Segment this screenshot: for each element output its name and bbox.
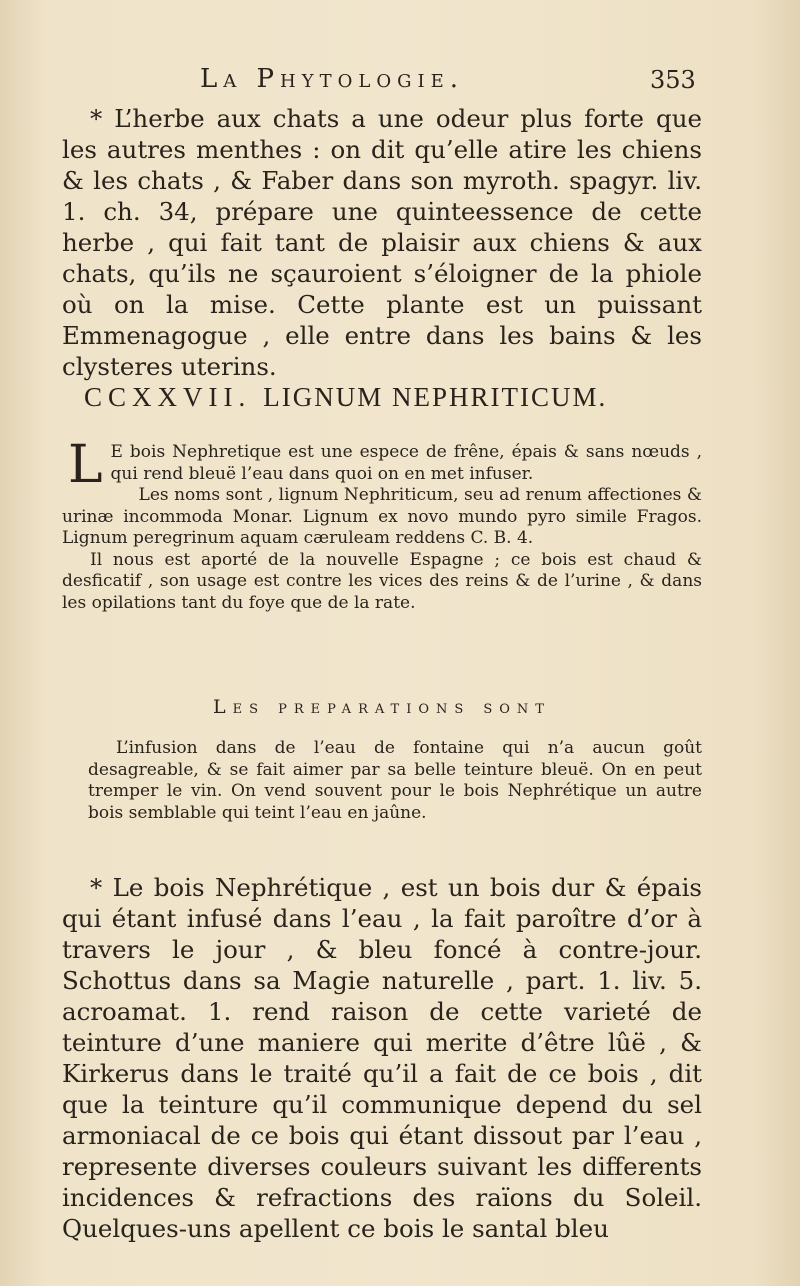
herbe-aux-chats-note	[62, 103, 702, 382]
running-title: La Phytologie.	[200, 64, 464, 94]
page-header	[62, 60, 702, 104]
definition-text: E bois Nephretique est une espece de frêne, épais & sans nœuds , qui rend bleuë l’eau dans quoi on en met infuser.	[110, 442, 702, 484]
infusion-paragraph: L’infusion dans de l’eau de fontaine qui n’a aucun goût desagreable, & se fait aimer par sa belle teinture bleuë. On en peut tremper le vin. On vend souvent pour le bois Nephrétique un autre bois semblable qui teint l’eau en jaûne.	[88, 738, 702, 823]
names-paragraph: Les noms sont , lignum Nephriticum, seu ad renum affectiones & urinæ incommoda Monar. Lignum ex novo mundo pyro simile Fragos. Lignum peregrinum aquam cæruleam reddens C. B. 4.	[62, 485, 702, 548]
drop-cap: L	[68, 435, 103, 495]
preparations-text	[62, 738, 702, 824]
note-paragraph-2: * Le bois Nephrétique , est un bois dur & épais qui étant infusé dans l’eau , la fait paroître d’or à travers le jour , & bleu foncé à contre-jour. Schottus dans sa Magie naturelle , part. 1. liv. 5. acroamat. 1. rend raison de cette varieté de teinture d’une maniere qui merite d’être lûë , & Kirkerus dans le traité qu’il a fait de ce bois , dit que la teinture qu’il communique depend du sel armoniacal de ce bois qui étant dissout par l’eau , represente diverses couleurs suivant les differents incidences & refractions des raïons du Soleil. Quelques-uns apellent ce bois le santal bleu	[62, 873, 702, 1243]
preparations-heading: Les preparations sont	[213, 696, 551, 718]
lignum-entry	[62, 435, 702, 614]
note-paragraph: * L’herbe aux chats a une odeur plus forte que les autres menthes : on dit qu’elle atire les chiens & les chats , & Faber dans son myroth. spagyr. liv. 1. ch. 34, prépare une quinteessence de cette herbe , qui fait tant de plaisir aux chiens & aux chats, qu’ils ne sçauroient s’éloigner de la phiole où on la mise. Cette plante est un puissant Emmenagogue , elle entre dans les bains & les clysteres uterins.	[62, 104, 702, 381]
bois-nephretique-note	[62, 872, 702, 1244]
page-number: 353	[650, 66, 696, 94]
section-number: CCXXVII.	[84, 382, 252, 412]
section-name: LIGNUM NEPHRITICUM.	[263, 382, 608, 412]
definition	[62, 435, 702, 495]
section-title	[62, 382, 724, 413]
properties-paragraph: Il nous est aporté de la nouvelle Espagne ; ce bois est chaud & desficatif , son usage est contre les vices des reins & de l’urine , & dans les opilations tant du foye que de la rate.	[62, 549, 702, 613]
